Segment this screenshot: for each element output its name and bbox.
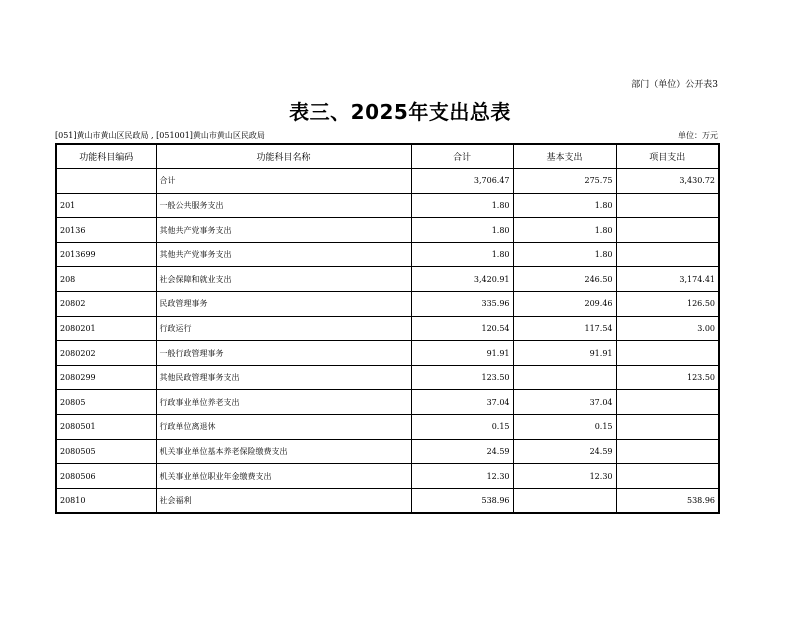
cell-project (616, 341, 719, 366)
column-header-name: 功能科目名称 (156, 144, 411, 169)
cell-name: 其他民政管理事务支出 (156, 365, 411, 390)
cell-name: 机关事业单位职业年金缴费支出 (156, 464, 411, 489)
table-row (56, 267, 719, 292)
cell-name: 行政运行 (156, 316, 411, 341)
cell-basic: 275.75 (513, 169, 616, 194)
cell-project: 538.96 (616, 488, 719, 513)
page-label: 部门（单位）公开表3 (631, 80, 718, 90)
cell-code: 2080501 (56, 415, 156, 440)
column-header-project: 项目支出 (616, 144, 719, 169)
cell-basic: 24.59 (513, 439, 616, 464)
cell-name: 其他共产党事务支出 (156, 242, 411, 267)
cell-code: 2080202 (56, 341, 156, 366)
cell-basic: 246.50 (513, 267, 616, 292)
page-title: 表三、2025年支出总表 (289, 100, 511, 124)
cell-code: 20802 (56, 292, 156, 317)
column-header-total: 合计 (411, 144, 513, 169)
cell-project (616, 242, 719, 267)
cell-total: 91.91 (411, 341, 513, 366)
cell-total: 120.54 (411, 316, 513, 341)
table-row (56, 415, 719, 440)
cell-name: 行政事业单位养老支出 (156, 390, 411, 415)
cell-basic: 209.46 (513, 292, 616, 317)
cell-code: 2080506 (56, 464, 156, 489)
table-row (56, 488, 719, 513)
cell-code (56, 169, 156, 194)
cell-total: 1.80 (411, 242, 513, 267)
cell-project (616, 464, 719, 489)
cell-name: 社会福利 (156, 488, 411, 513)
table-row (56, 169, 719, 194)
column-header-basic: 基本支出 (513, 144, 616, 169)
cell-code: 2080299 (56, 365, 156, 390)
cell-name: 民政管理事务 (156, 292, 411, 317)
table-row (56, 464, 719, 489)
cell-code: 2080201 (56, 316, 156, 341)
cell-code: 20136 (56, 218, 156, 243)
cell-project: 3,174.41 (616, 267, 719, 292)
cell-code: 20805 (56, 390, 156, 415)
cell-total: 1.80 (411, 218, 513, 243)
table-row (56, 365, 719, 390)
cell-project (616, 390, 719, 415)
cell-project: 3.00 (616, 316, 719, 341)
cell-total: 335.96 (411, 292, 513, 317)
cell-project (616, 193, 719, 218)
cell-basic: 117.54 (513, 316, 616, 341)
cell-project (616, 218, 719, 243)
header-row (56, 144, 719, 169)
organization-label: [051]黄山市黄山区民政局 , [051001]黄山市黄山区民政局 (55, 131, 265, 140)
cell-name: 行政单位离退休 (156, 415, 411, 440)
cell-name: 一般公共服务支出 (156, 193, 411, 218)
cell-total: 538.96 (411, 488, 513, 513)
unit-label: 单位：万元 (678, 131, 718, 140)
cell-total: 12.30 (411, 464, 513, 489)
table-row (56, 218, 719, 243)
cell-total: 123.50 (411, 365, 513, 390)
cell-name: 合计 (156, 169, 411, 194)
cell-basic: 12.30 (513, 464, 616, 489)
cell-name: 一般行政管理事务 (156, 341, 411, 366)
cell-total: 37.04 (411, 390, 513, 415)
cell-code: 2013699 (56, 242, 156, 267)
table-header (56, 144, 719, 169)
cell-basic: 0.15 (513, 415, 616, 440)
cell-name: 社会保障和就业支出 (156, 267, 411, 292)
cell-project (616, 415, 719, 440)
cell-project: 3,430.72 (616, 169, 719, 194)
cell-basic: 37.04 (513, 390, 616, 415)
cell-total: 1.80 (411, 193, 513, 218)
expenditure-table (55, 143, 720, 514)
cell-code: 2080505 (56, 439, 156, 464)
cell-basic (513, 365, 616, 390)
cell-project (616, 439, 719, 464)
cell-basic: 91.91 (513, 341, 616, 366)
table-body (56, 169, 719, 513)
cell-name: 其他共产党事务支出 (156, 218, 411, 243)
table-row (56, 439, 719, 464)
column-header-code: 功能科目编码 (56, 144, 156, 169)
table-row (56, 242, 719, 267)
cell-total: 0.15 (411, 415, 513, 440)
cell-basic: 1.80 (513, 218, 616, 243)
table-row (56, 341, 719, 366)
cell-project: 123.50 (616, 365, 719, 390)
cell-total: 24.59 (411, 439, 513, 464)
cell-basic: 1.80 (513, 193, 616, 218)
cell-project: 126.50 (616, 292, 719, 317)
table-row (56, 316, 719, 341)
cell-name: 机关事业单位基本养老保险缴费支出 (156, 439, 411, 464)
cell-total: 3,706.47 (411, 169, 513, 194)
cell-basic (513, 488, 616, 513)
cell-total: 3,420.91 (411, 267, 513, 292)
subheader (55, 130, 718, 141)
cell-code: 201 (56, 193, 156, 218)
table-row (56, 193, 719, 218)
table-row (56, 292, 719, 317)
cell-basic: 1.80 (513, 242, 616, 267)
table-row (56, 390, 719, 415)
cell-code: 208 (56, 267, 156, 292)
cell-code: 20810 (56, 488, 156, 513)
